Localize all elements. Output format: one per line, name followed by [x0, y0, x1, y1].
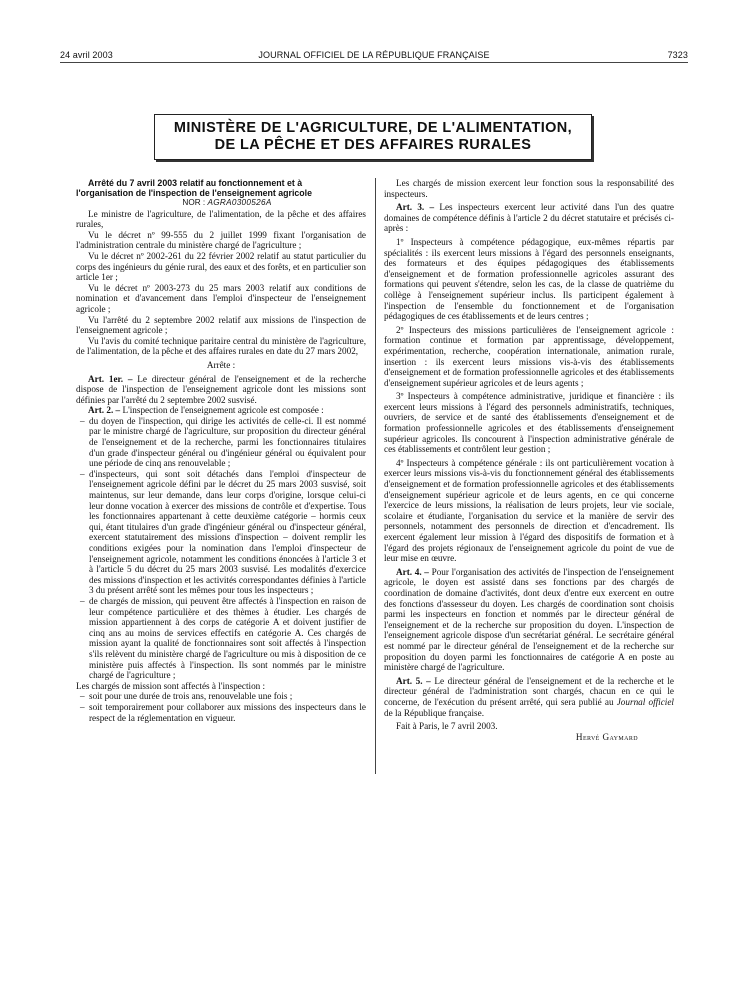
preamble-minister: Le ministre de l'agriculture, de l'alimentation, de la pêche et des affaires rurales, [76, 208, 366, 230]
article-4-text: Pour l'organisation des activités de l'inspection de l'enseignement agricole, le doyen est assisté dans ses fonctions par des chargés de coordination de domaine d'activités, dont deux d'entre eux exercent en outre des fonctions d'assesseur du doyen. Les chargés de coordination sont choisis parmi les inspecteurs en fonction et nommés par le directeur général de l'enseignement et de la recherche sur proposition du doyen. L'inspection de l'enseignement agricole dispose d'un secrétariat général. Le secrétaire général est nommé par le directeur général de l'enseignement et de la recherche sur proposition du doyen parmi les fonctionnaires de catégorie A en poste au ministère chargé de l'agriculture. [384, 566, 674, 673]
ministry-line-1: MINISTÈRE DE L'AGRICULTURE, DE L'ALIMENTATION, [173, 120, 573, 136]
fait-a-paris: Fait à Paris, le 7 avril 2003. [396, 721, 498, 732]
article-1-text: Le directeur général de l'enseignement et de la recherche dispose de l'inspection de l'enseignement agricole dont les missions sont définies par l'arrêté du 2 septembre 2002 susvisé. [76, 373, 366, 405]
header-journal-title: JOURNAL OFFICIEL DE LA RÉPUBLIQUE FRANÇAISE [258, 50, 490, 60]
article-2-text: L'inspection de l'enseignement agricole est composée : [120, 405, 324, 416]
article-3 [384, 202, 674, 234]
nor-label: NOR : [182, 198, 206, 207]
ministry-heading-box [154, 114, 592, 160]
decree-title: Arrêté du 7 avril 2003 relatif au fonctionnement et à l'organisation de l'inspection de l'enseignement agricole [76, 178, 313, 198]
article-3-label: Art. 3. – [396, 202, 435, 213]
header-date: 24 avril 2003 [60, 50, 113, 60]
list-item: – de chargés de mission, qui peuvent être affectés à l'inspection en raison de leur compétence particulière et des thèmes à étudier. Les chargés de mission appartiennent à des corps de catégorie A et doivent justifier de cinq ans au moins de services effectifs en catégorie A. Ces chargés de mission ayant la qualité de fonctionnaires sont soit affectés à l'inspection s'ils relèvent du ministère chargé de l'agriculture ou mis à disposition de ce ministère puis affectés à l'inspection. Ils sont nommés par le ministre chargé de l'agriculture ; [80, 595, 366, 681]
article-5-post: de la République française. [384, 707, 484, 718]
affectation-intro: Les chargés de mission sont affectés à l'inspection : [76, 680, 266, 691]
item-inspecteurs: d'inspecteurs, qui sont soit détachés dans l'emploi d'inspecteur de l'enseignement agricole défini par le décret du 25 mars 2003 susvisé, soit maintenus, sur leur demande, dans leur corps d'origine, lorsque celui-ci leur donne vocation à exercer des missions de contrôle et d'expertise. Tous les fonctionnaires appartenant à cette deuxième catégorie – hormis ceux qui, étant titulaires d'un grade d'ingénieur général ou d'inspecteur général, exercent statutairement des missions d'inspection – doivent remplir les conditions exigées pour la nomination dans l'emploi d'inspecteur de l'enseignement agricole, notamment les conditions énoncées à l'article 3 et à l'article 5 du décret du 25 mars 2003 susvisé. Les modalités d'exercice des missions d'inspection et les activités correspondantes définies à l'article 3 du présent arrêté sont les mêmes pour tous les inspecteurs ; [89, 468, 366, 596]
nor-code: AGRA0300526A [207, 198, 272, 207]
article-5 [384, 676, 674, 718]
column-divider [375, 178, 376, 774]
item-temporaire: soit temporairement pour collaborer aux missions des inspecteurs dans le respect de la réglementation en vigueur. [89, 701, 366, 723]
visa-arrete-2002: Vu l'arrêté du 2 septembre 2002 relatif aux missions de l'inspection de l'enseignement agricole ; [76, 314, 366, 336]
article-4-label: Art. 4. – [396, 566, 429, 577]
article-1-label: Art. 1er. – [88, 373, 133, 384]
article-4 [384, 567, 674, 673]
right-column [384, 178, 674, 742]
visa-decret-2003: Vu le décret nº 2003-273 du 25 mars 2003 relatif aux conditions de nomination et d'avancement dans l'emploi d'inspecteur de l'enseignement agricole ; [76, 282, 366, 314]
header-page-number: 7323 [667, 50, 688, 60]
nor-reference [76, 198, 366, 209]
signature: Hervé Gaymard [575, 731, 638, 742]
list-item: – d'inspecteurs, qui sont soit détachés dans l'emploi d'inspecteur de l'enseignement agricole défini par le décret du 25 mars 2003 susvisé, soit maintenus, sur leur demande, dans leur corps d'origine, lorsque celui-ci leur donne vocation à exercer des missions de contrôle et d'expertise. Tous les fonctionnaires appartenant à cette deuxième catégorie – hormis ceux qui, étant titulaires d'un grade d'ingénieur général ou d'inspecteur général, exercent statutairement des missions d'inspection – doivent remplir les conditions exigées pour la nomination dans l'emploi d'inspecteur de l'enseignement agricole, notamment les conditions énoncées à l'article 3 et à l'article 5 du décret du 25 mars 2003 susvisé. Les modalités d'exercice des missions d'inspection et les activités correspondantes définies à l'article 3 du présent arrêté sont les mêmes pour tous les inspecteurs ; [80, 468, 366, 596]
article-5-pre: Le directeur général de l'enseignement et de la recherche et le directeur général de l'administration sont chargés, chacun en ce qui le concerne, de l'exécution du présent arrêté, qui sera publié au [384, 675, 675, 707]
ministry-line-2: DE LA PÊCHE ET DES AFFAIRES RURALES [214, 137, 532, 153]
list-item: – soit pour une durée de trois ans, renouvelable une fois ; [76, 691, 366, 702]
left-column [76, 178, 366, 723]
domain-administrative: 3º Inspecteurs à compétence administrative, juridique et financière : ils exercent leurs missions à l'égard des personnels administratifs, techniques, ouvriers, de service et de santé des établissements d'enseignement et de formation professionnelle agricoles et des établissements d'enseignement supérieur agricoles. Ils concourent à l'inspection administrative générale de ces établissements et contrôlent leur gestion ; [384, 391, 674, 455]
item-charges-mission: de chargés de mission, qui peuvent être affectés à l'inspection en raison de leur compétence particulière et des thèmes à étudier. Les chargés de mission appartiennent à des corps de catégorie A et doivent justifier de cinq ans au moins de services effectifs en catégorie A. Ces chargés de mission ayant la qualité de fonctionnaires sont soit affectés à l'inspection s'ils relèvent du ministère chargé de l'agriculture ou mis à disposition de ce ministère puis affectés à l'inspection. Ils sont nommés par le ministre chargé de l'agriculture ; [89, 595, 366, 681]
domain-missions-particulieres: 2º Inspecteurs des missions particulières de l'enseignement agricole : formation continue et formation par apprentissage, développement, expérimentation, recherche, coopération internationale, animation rurale, insertion : ils exercent leurs missions vis-à-vis des établissements d'enseignement et de formation professionnelle agricoles et des établissements d'enseignement supérieur agricoles et de leurs agents ; [384, 324, 674, 388]
item-duree: soit pour une durée de trois ans, renouvelable une fois ; [89, 691, 293, 702]
visa-avis-comite: Vu l'avis du comité technique paritaire central du ministère de l'agriculture, de l'alimentation, de la pêche et des affaires rurales en date du 27 mars 2002, [76, 335, 366, 357]
arrete-heading: Arrête : [206, 359, 236, 370]
article-5-label: Art. 5. – [396, 675, 431, 686]
list-item: – du doyen de l'inspection, qui dirige les activités de celle-ci. Il est nommé par le ministre chargé de l'agriculture, sur proposition du directeur général de l'enseignement et de la recherche, parmi les fonctionnaires titulaires d'un grade d'inspecteur général ou d'ingénieur général ou équivalent pour une période de cinq ans renouvelable ; [80, 415, 366, 469]
article-3-text: Les inspecteurs exercent leur activité dans l'un des quatre domaines de compétence définis à l'article 2 du décret statutaire et précisés ci-après : [384, 202, 674, 234]
article-2-label: Art. 2. – [88, 405, 121, 416]
header-rule [60, 62, 688, 63]
article-1 [76, 374, 366, 406]
domain-pedagogique: 1º Inspecteurs à compétence pédagogique, eux-mêmes répartis par spécialités : ils exercent leurs missions à l'égard des personnels enseignants, des formateurs et des équipes pédagogiques des établissements d'enseignement et de formation professionnelle agricoles assurant des formations qui peuvent s'étendre, selon les cas, de la classe de quatrième du collège à l'enseignement supérieur inclus. Ils participent également à l'inspection de l'ensemble du fonctionnement et de l'organisation pédagogiques de ces établissements et de leurs centres ; [384, 236, 674, 322]
domain-generale: 4º Inspecteurs à compétence générale : ils ont particulièrement vocation à exercer leurs missions vis-à-vis du fonctionnement général des établissements d'enseignement et de formation professionnelle agricoles et des établissements d'enseignement supérieur agricole et de leurs agents, en ce qui concerne l'exercice de leurs missions, la réalisation de leurs projets, leur vie sociale, scolaire et étudiante, l'organisation du service et la manière de servir des personnels, notamment des personnels de direction et d'encadrement. Ils exercent également leur mission à l'égard des dispositifs de formation et à l'égard des projets régionaux de l'enseignement agricole du point de vue de leur mise en œuvre. [384, 457, 674, 564]
visa-decret-2002: Vu le décret nº 2002-261 du 22 février 2002 relatif au statut particulier du corps des ingénieurs du génie rural, des eaux et des forêts, et en particulier son article 1er ; [76, 250, 366, 283]
charges-responsabilite: Les chargés de mission exercent leur fonction sous la responsabilité des inspecteurs. [384, 178, 674, 199]
list-item: – soit temporairement pour collaborer aux missions des inspecteurs dans le respect de la réglementation en vigueur. [80, 701, 366, 723]
journal-officiel-ref: Journal officiel [616, 696, 674, 707]
visa-decret-1999: Vu le décret nº 99-555 du 2 juillet 1999 fixant l'organisation de l'administration centrale du ministère chargé de l'agriculture ; [76, 229, 366, 251]
article-2 [76, 405, 366, 416]
item-doyen: du doyen de l'inspection, qui dirige les activités de celle-ci. Il est nommé par le ministre chargé de l'agriculture, sur proposition du directeur général de l'enseignement et de la recherche, parmi les fonctionnaires titulaires d'un grade d'inspecteur général ou d'ingénieur général ou équivalent pour une période de cinq ans renouvelable ; [89, 415, 366, 469]
